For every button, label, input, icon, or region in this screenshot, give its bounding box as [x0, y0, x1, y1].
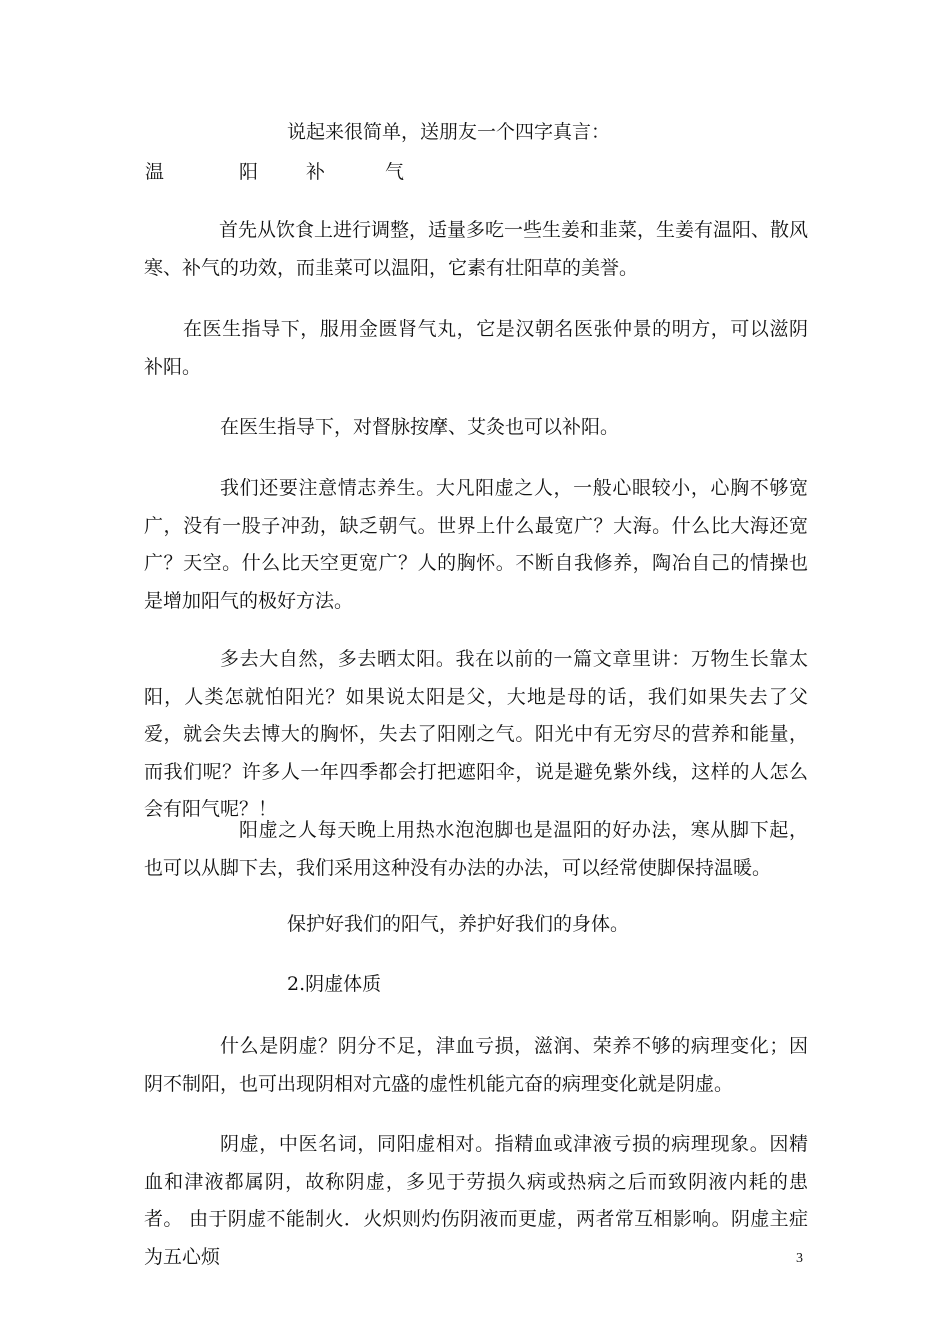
closing-line: 保护好我们的阳气，养护好我们的身体。: [287, 913, 630, 935]
motto-char-2: 阳: [239, 161, 259, 183]
paragraph-foot-bath: 阳虚之人每天晚上用热水泡泡脚也是温阳的好办法，寒从脚下起，也可以从脚下去，我们采用这种没有办法的办法，可以经常使脚保持温暖。: [144, 819, 808, 879]
section-heading: 2.阴虚体质: [287, 973, 382, 995]
motto-char-4: 气: [385, 161, 405, 183]
motto-char-3: 补: [306, 161, 326, 183]
paragraph-yin-definition: 什么是阴虚？阴分不足，津血亏损，滋润、荣养不够的病理变化；因阴不制阳，也可出现阴相对亢盛的虚性机能亢奋的病理变化就是阴虚。: [144, 1035, 808, 1095]
paragraph-medicine: 在医生指导下，服用金匮肾气丸，它是汉朝名医张仲景的明方，可以滋阴补阳。: [144, 318, 808, 378]
intro-line: 说起来很简单，送朋友一个四字真言：: [287, 121, 611, 143]
page-number: 3: [796, 1251, 803, 1266]
four-character-motto: [0, 160, 950, 184]
motto-char-1: 温: [145, 161, 165, 183]
paragraph-sunshine: 多去大自然，多去晒太阳。我在以前的一篇文章里讲：万物生长靠太阳，人类怎就怕阳光？如果说太阳是父，大地是母的话，我们如果失去了父爱，就会失去博大的胸怀，失去了阳刚之气。阳光中有无穷尽的营养和能量，而我们呢？许多人一年四季都会打把遮阳伞，说是避免紫外线，这样的人怎么会有阳气呢？！: [144, 648, 808, 820]
paragraph-diet: 首先从饮食上进行调整，适量多吃一些生姜和韭菜，生姜有温阳、散风寒、补气的功效，而韭菜可以温阳，它素有壮阳草的美誉。: [144, 219, 809, 279]
paragraph-emotions: 我们还要注意情志养生。大凡阳虚之人，一般心眼较小，心胸不够宽广，没有一股子冲劲，缺乏朝气。世界上什么最宽广？大海。什么比大海还宽广？天空。什么比天空更宽广？人的胸怀。不断自我修养，陶冶自己的情操也是增加阳气的极好方法。: [144, 477, 808, 612]
paragraph-massage: 在医生指导下，对督脉按摩、艾灸也可以补阳。: [220, 416, 620, 438]
paragraph-yin-description: 阴虚，中医名词，同阳虚相对。指精血或津液亏损的病理现象。因精血和津液都属阴，故称阴虚，多见于劳损久病或热病之后而致阴液内耗的患者。 由于阴虚不能制火．火炽则灼伤阴液而更虚，两者常互相影响。阴虚主症为五心烦: [144, 1133, 808, 1268]
